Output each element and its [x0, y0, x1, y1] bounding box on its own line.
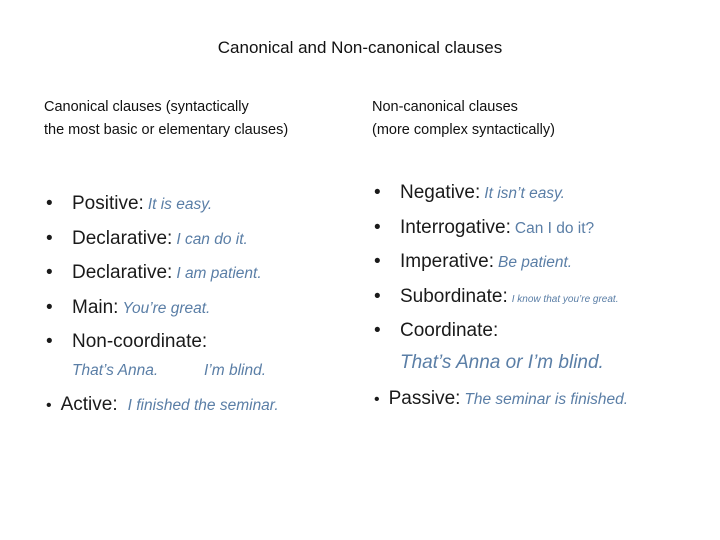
- item-example: It isn’t easy.: [484, 185, 565, 202]
- bullet-icon: •: [46, 193, 53, 214]
- item-label: Interrogative:: [400, 216, 511, 238]
- item-example: I finished the seminar.: [127, 397, 279, 414]
- active-item: [46, 394, 279, 416]
- list-item: [374, 176, 704, 211]
- item-label: Declarative:: [72, 262, 173, 283]
- coordinate-example: That’s Anna or I’m blind.: [400, 352, 604, 373]
- bullet-icon: •: [374, 182, 381, 203]
- item-example: I can do it.: [176, 230, 248, 248]
- item-label: Imperative:: [400, 251, 494, 272]
- bullet-icon: •: [374, 391, 380, 408]
- list-item: [374, 211, 704, 246]
- noncanonical-heading: [372, 96, 555, 142]
- list-item: [46, 291, 346, 326]
- item-label: Subordinate:: [400, 285, 508, 307]
- passive-item: [374, 388, 628, 410]
- bullet-icon: •: [374, 251, 381, 272]
- bullet-icon: •: [46, 227, 53, 249]
- bullet-icon: •: [374, 320, 381, 341]
- item-example: I am patient.: [176, 265, 262, 282]
- canonical-heading-desc-line2: the most basic or elementary clauses): [44, 122, 289, 138]
- item-label: Positive:: [72, 193, 144, 214]
- canonical-heading: [44, 96, 288, 142]
- list-item: [46, 325, 346, 360]
- noncoordinate-example-a: That’s Anna.: [72, 362, 159, 379]
- item-label: Active:: [60, 394, 118, 415]
- list-item: [374, 245, 704, 280]
- bullet-icon: •: [46, 262, 53, 283]
- item-example: I know that you’re great.: [511, 293, 619, 305]
- list-item: [374, 314, 704, 349]
- list-item: [374, 280, 704, 315]
- bullet-icon: •: [46, 331, 53, 352]
- item-label: Declarative:: [72, 227, 173, 249]
- noncanonical-list: [374, 176, 704, 349]
- noncanonical-heading-label: Non-canonical clauses: [372, 99, 518, 115]
- item-label: Passive:: [388, 388, 461, 409]
- list-item: [46, 187, 346, 222]
- noncoordinate-example-b: I’m blind.: [204, 362, 267, 379]
- canonical-heading-label: Canonical clauses: [44, 99, 162, 115]
- list-item: [46, 256, 346, 291]
- item-label: Negative:: [400, 182, 481, 203]
- canonical-heading-desc: (syntactically: [161, 99, 249, 115]
- canonical-list: [46, 187, 346, 360]
- item-example: Can I do it?: [514, 219, 595, 237]
- item-label: Non-coordinate:: [72, 331, 208, 352]
- item-example: Be patient.: [497, 254, 573, 271]
- item-example: It is easy.: [147, 196, 213, 213]
- bullet-icon: •: [46, 296, 53, 318]
- bullet-icon: •: [374, 285, 381, 307]
- item-example: The seminar is finished.: [464, 391, 629, 408]
- item-example: You’re great.: [122, 299, 211, 317]
- bullet-icon: •: [374, 216, 381, 238]
- list-item: [46, 222, 346, 257]
- noncanonical-heading-desc: (more complex syntactically): [372, 122, 555, 138]
- page-title: Canonical and Non-canonical clauses: [217, 38, 503, 57]
- bullet-icon: •: [46, 397, 52, 414]
- item-label: Main:: [72, 296, 119, 318]
- item-label: Coordinate:: [400, 320, 499, 341]
